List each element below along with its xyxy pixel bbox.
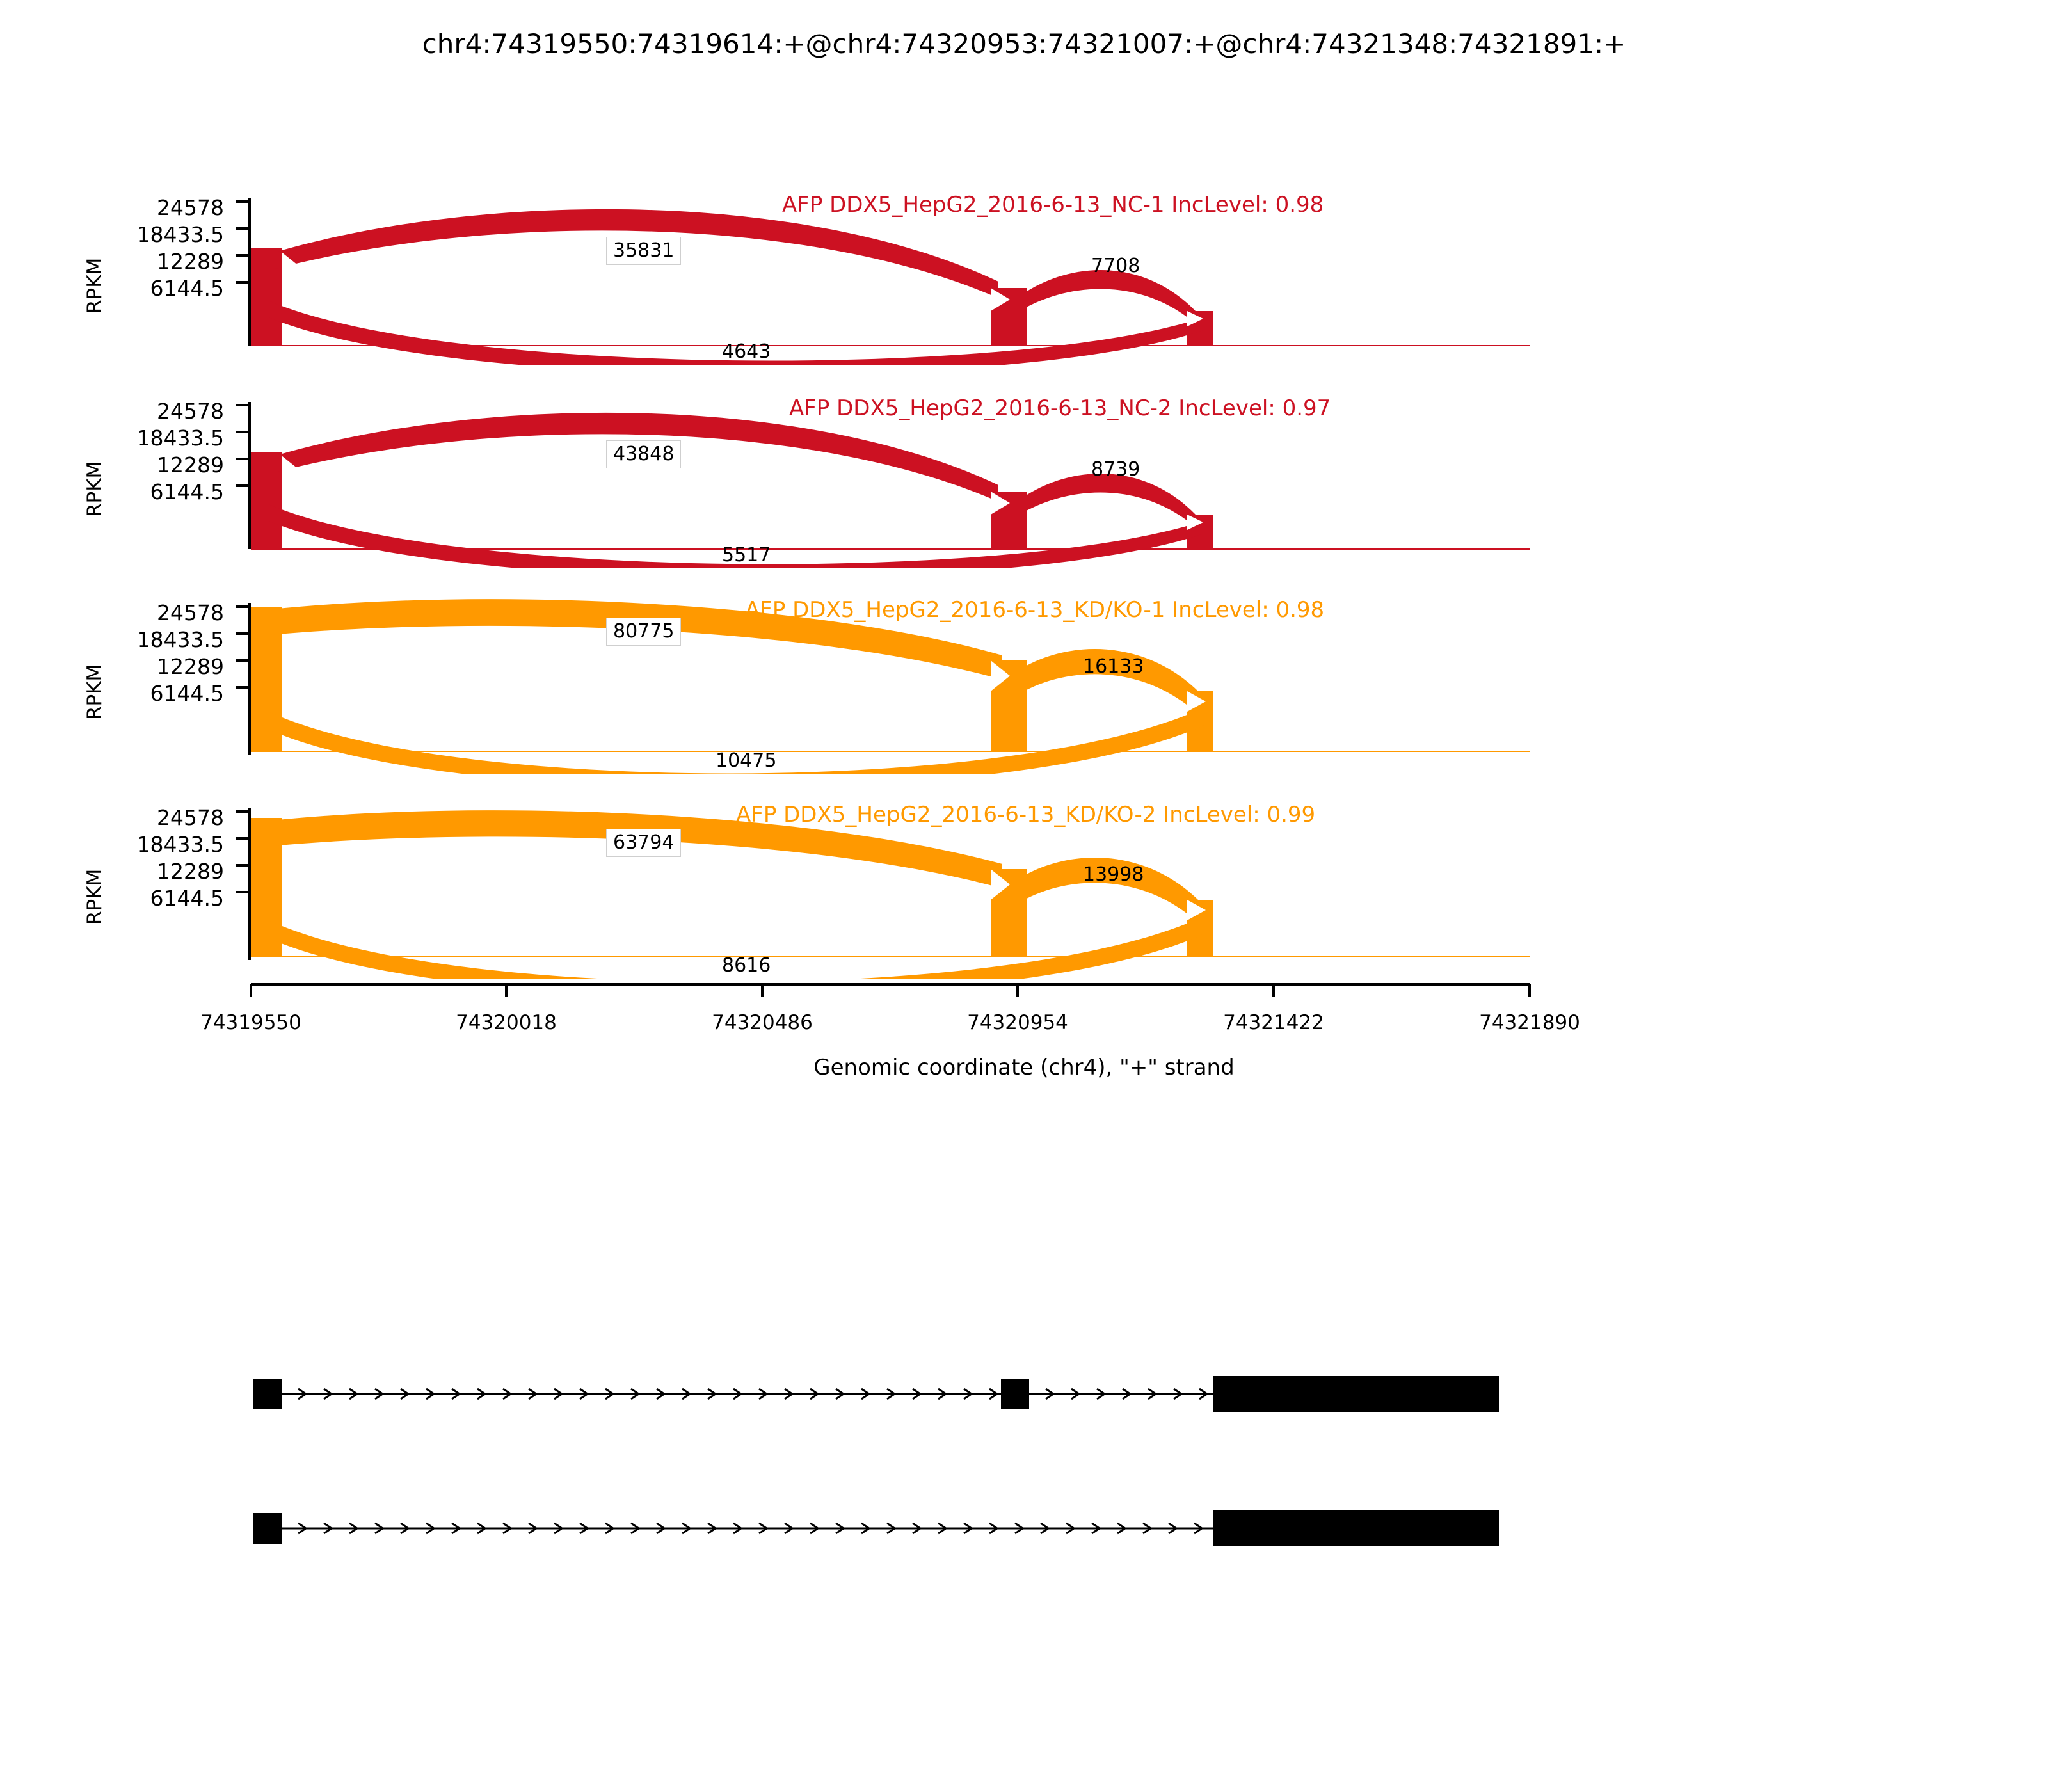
sample-panel-kdko2 (0, 794, 2048, 979)
junction-count: 8739 (1091, 458, 1140, 481)
y-tick-label: 18433.5 (136, 426, 224, 451)
junction-count: 13998 (1083, 863, 1144, 886)
y-tick-label: 6144.5 (150, 276, 224, 301)
sample-label-nc2: AFP DDX5_HepG2_2016-6-13_NC-2 IncLevel: 0.97 (789, 396, 1331, 421)
junction-count: 10475 (716, 749, 777, 772)
x-axis-label: Genomic coordinate (chr4), "+" strand (813, 1055, 1235, 1080)
isoform-skipping (253, 1510, 1499, 1546)
y-axis-label: RPKM (83, 868, 106, 925)
page-title: chr4:74319550:74319614:+@chr4:74320953:74321007:+@chr4:74321348:74321891:+ (422, 28, 1626, 60)
sample-panel-nc1 (0, 186, 2048, 365)
sample-label-nc1: AFP DDX5_HepG2_2016-6-13_NC-1 IncLevel: 0.98 (782, 192, 1324, 218)
junction-count: 5517 (722, 544, 771, 566)
y-tick-label: 6144.5 (150, 886, 224, 911)
y-tick-label: 12289 (157, 452, 224, 477)
sample-panel-nc2 (0, 389, 2048, 568)
junction-count: 7708 (1091, 255, 1140, 277)
junction-count: 63794 (606, 829, 681, 857)
y-tick-label: 6144.5 (150, 681, 224, 706)
sample-label-kdko1: AFP DDX5_HepG2_2016-6-13_KD/KO-1 IncLevel: 0.98 (745, 597, 1325, 623)
y-tick-label: 24578 (157, 805, 224, 830)
x-tick-label: 74321890 (1479, 1011, 1580, 1034)
y-tick-label: 24578 (157, 195, 224, 220)
x-tick-label: 74319550 (200, 1011, 301, 1034)
x-tick-label: 74321422 (1223, 1011, 1324, 1034)
sashimi-track-kdko1 (0, 589, 2048, 774)
sample-panel-kdko1 (0, 589, 2048, 774)
y-axis-label: RPKM (83, 664, 106, 720)
y-axis-label: RPKM (83, 257, 106, 314)
y-tick-label: 18433.5 (136, 627, 224, 652)
junction-count: 43848 (606, 440, 681, 468)
junction-count: 80775 (606, 618, 681, 646)
junction-count: 16133 (1083, 655, 1144, 678)
y-tick-label: 24578 (157, 399, 224, 424)
x-tick-label: 74320954 (967, 1011, 1068, 1034)
y-tick-label: 18433.5 (136, 832, 224, 857)
sashimi-track-nc2 (0, 389, 2048, 568)
isoform-inclusion (253, 1376, 1499, 1412)
sashimi-track-kdko2 (0, 794, 2048, 979)
y-tick-label: 18433.5 (136, 222, 224, 247)
y-tick-label: 12289 (157, 654, 224, 679)
transcript-annotation (0, 1363, 2048, 1619)
junction-count: 4643 (722, 340, 771, 363)
y-tick-label: 6144.5 (150, 479, 224, 504)
y-tick-label: 24578 (157, 600, 224, 625)
junction-count: 8616 (722, 954, 771, 977)
y-tick-label: 12289 (157, 859, 224, 884)
junction-count: 35831 (606, 237, 681, 265)
x-tick-label: 74320486 (712, 1011, 813, 1034)
sample-label-kdko2: AFP DDX5_HepG2_2016-6-13_KD/KO-2 IncLevel: 0.99 (736, 802, 1316, 828)
x-tick-label: 74320018 (456, 1011, 557, 1034)
sashimi-track-nc1 (0, 186, 2048, 365)
y-tick-label: 12289 (157, 249, 224, 274)
y-axis-label: RPKM (83, 461, 106, 517)
